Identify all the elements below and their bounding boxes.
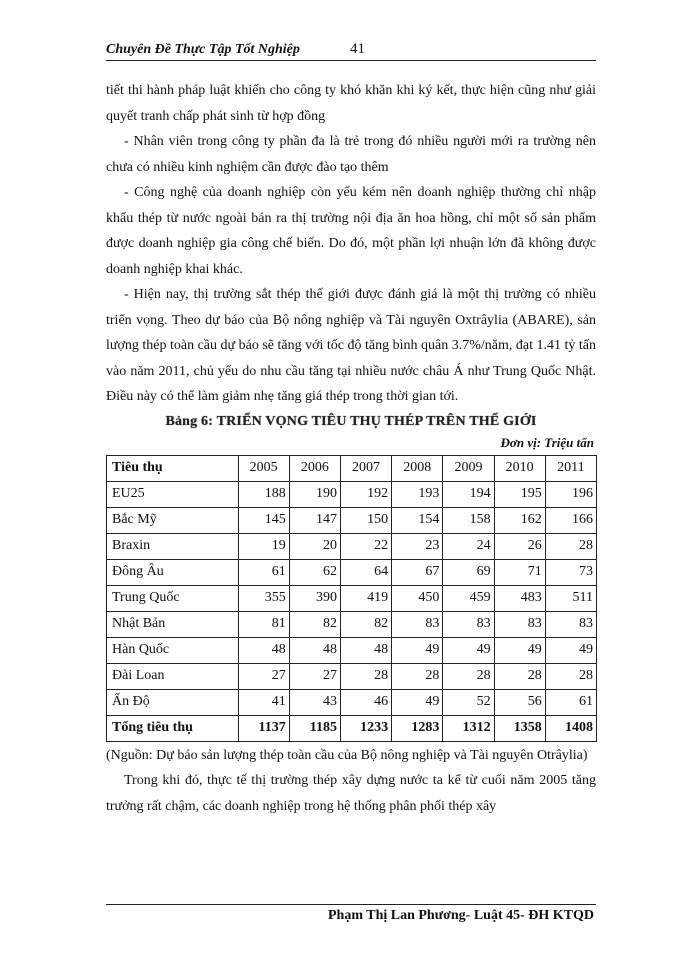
table-cell: 20	[289, 533, 340, 559]
table-cell: 1185	[289, 715, 340, 741]
row-label: Ấn Độ	[107, 689, 239, 715]
table-cell: 459	[443, 585, 494, 611]
table-cell: 67	[392, 559, 443, 585]
row-label: Bắc Mỹ	[107, 507, 239, 533]
table-cell: 511	[545, 585, 596, 611]
table-row	[107, 637, 597, 663]
table-cell: 24	[443, 533, 494, 559]
header-label: Tiêu thụ	[107, 455, 239, 481]
table-cell: 41	[238, 689, 289, 715]
table-cell: 22	[340, 533, 391, 559]
year-header: 2010	[494, 455, 545, 481]
table-cell: 48	[289, 637, 340, 663]
table-cell: 56	[494, 689, 545, 715]
table-row	[107, 507, 597, 533]
table-cell: 28	[545, 663, 596, 689]
year-header: 2007	[340, 455, 391, 481]
paragraph-technology: - Công nghệ của doanh nghiệp còn yếu kém nên doanh nghiệp thường chỉ nhập khẩu thép từ nước ngoài bán ra thị trường nội địa ăn hoa hồng, chỉ một số sản phẩm được doanh nghiệp gia công chế biến. Do đó, một phần lợi nhuận lớn đã không được doanh nghiệp khai khác.	[106, 185, 596, 277]
table-cell: 154	[392, 507, 443, 533]
table-cell: 83	[494, 611, 545, 637]
table-cell: 1312	[443, 715, 494, 741]
table-cell: 1283	[392, 715, 443, 741]
table-cell: 43	[289, 689, 340, 715]
table-cell: 162	[494, 507, 545, 533]
table-cell: 49	[545, 637, 596, 663]
table-cell: 46	[340, 689, 391, 715]
paragraph-closing: Trong khi đó, thực tế thị trường thép xây dựng nước ta kể từ cuối năm 2005 tăng trưởng rất chậm, các doanh nghiệp trong hệ thống phân phối thép xây	[106, 773, 596, 814]
table-cell: 23	[392, 533, 443, 559]
table-row	[107, 533, 597, 559]
table-cell: 27	[238, 663, 289, 689]
table-cell: 71	[494, 559, 545, 585]
author-signature: Phạm Thị Lan Phương- Luật 45- ĐH KTQD	[328, 908, 594, 923]
table-cell: 26	[494, 533, 545, 559]
table-cell: 49	[392, 637, 443, 663]
table-cell: 192	[340, 481, 391, 507]
paragraph-market-outlook: - Hiện nay, thị trường sắt thép thế giới được đánh giá là một thị trường có nhiều triển vọng. Theo dự báo của Bộ nông nghiệp và Tài nguyên Oxtrâylia (ABARE), sản lượng thép toàn cầu dự báo sẽ tăng với tốc độ tăng bình quân 3.7%/năm, đạt 1.41 tỷ tấn vào năm 2011, chủ yếu do nhu cầu tăng tại nhiều nước châu Á như Trung Quốc Nhật. Điều này có thể làm giảm nhẹ tăng giá thép trong thời gian tới.	[106, 287, 596, 404]
table-cell: 61	[238, 559, 289, 585]
table-cell: 166	[545, 507, 596, 533]
year-header: 2006	[289, 455, 340, 481]
table-cell: 193	[392, 481, 443, 507]
table-cell: 48	[340, 637, 391, 663]
table-cell: 49	[392, 689, 443, 715]
document-title: Chuyên Đề Thực Tập Tốt Nghiệp	[106, 42, 300, 57]
row-label: EU25	[107, 481, 239, 507]
table-cell: 48	[238, 637, 289, 663]
table-row	[107, 559, 597, 585]
row-label: Hàn Quốc	[107, 637, 239, 663]
row-label: Nhật Bản	[107, 611, 239, 637]
table-cell: 195	[494, 481, 545, 507]
table-cell: 28	[494, 663, 545, 689]
table-cell: 83	[392, 611, 443, 637]
table-row	[107, 611, 597, 637]
page-footer	[106, 904, 596, 923]
table-cell: 1408	[545, 715, 596, 741]
table-cell: 49	[494, 637, 545, 663]
table-cell: 49	[443, 637, 494, 663]
table-cell: 145	[238, 507, 289, 533]
table-cell: 158	[443, 507, 494, 533]
table-cell: 28	[443, 663, 494, 689]
table-cell: 419	[340, 585, 391, 611]
table-cell: 82	[289, 611, 340, 637]
table-cell: 450	[392, 585, 443, 611]
table-cell: 1233	[340, 715, 391, 741]
table-cell: 62	[289, 559, 340, 585]
table-cell: 390	[289, 585, 340, 611]
row-label: Đông Âu	[107, 559, 239, 585]
table-cell: 355	[238, 585, 289, 611]
table-cell: 73	[545, 559, 596, 585]
table-cell: 190	[289, 481, 340, 507]
table-title: Bảng 6: TRIỂN VỌNG TIÊU THỤ THÉP TRÊN THẾ GIỚI	[165, 413, 537, 429]
paragraph-continuation: tiết thi hành pháp luật khiến cho công ty khó khăn khi ký kết, thực hiện cũng như giải quyết tranh chấp phát sinh từ hợp đồng	[106, 83, 596, 124]
steel-consumption-table	[106, 455, 597, 742]
table-cell: 194	[443, 481, 494, 507]
table-header-row	[107, 455, 597, 481]
table-cell: 81	[238, 611, 289, 637]
page-number: 41	[350, 41, 365, 57]
row-label: Tổng tiêu thụ	[107, 715, 239, 741]
table-cell: 19	[238, 533, 289, 559]
table-cell: 64	[340, 559, 391, 585]
year-header: 2011	[545, 455, 596, 481]
page-content	[106, 78, 596, 819]
table-cell: 1137	[238, 715, 289, 741]
paragraph-staff: - Nhân viên trong công ty phần đa là trẻ trong đó nhiều người mới ra trường nên chưa có nhiều kinh nghiệm cần được đào tạo thêm	[106, 134, 596, 175]
table-cell: 196	[545, 481, 596, 507]
year-header: 2005	[238, 455, 289, 481]
table-total-row	[107, 715, 597, 741]
table-unit: Đơn vị: Triệu tấn	[500, 434, 594, 450]
row-label: Braxin	[107, 533, 239, 559]
table-cell: 83	[443, 611, 494, 637]
table-cell: 28	[545, 533, 596, 559]
table-cell: 28	[392, 663, 443, 689]
table-cell: 83	[545, 611, 596, 637]
table-cell: 69	[443, 559, 494, 585]
year-header: 2009	[443, 455, 494, 481]
table-cell: 52	[443, 689, 494, 715]
table-source: (Nguồn: Dự báo sản lượng thép toàn cầu của Bộ nông nghiệp và Tài nguyên Otrâylia)	[106, 747, 588, 763]
year-header: 2008	[392, 455, 443, 481]
page-header	[106, 40, 596, 61]
table-cell: 150	[340, 507, 391, 533]
table-row	[107, 481, 597, 507]
table-cell: 27	[289, 663, 340, 689]
table-row	[107, 585, 597, 611]
table-cell: 483	[494, 585, 545, 611]
row-label: Đài Loan	[107, 663, 239, 689]
table-cell: 82	[340, 611, 391, 637]
table-cell: 1358	[494, 715, 545, 741]
table-cell: 61	[545, 689, 596, 715]
table-cell: 188	[238, 481, 289, 507]
table-cell: 28	[340, 663, 391, 689]
row-label: Trung Quốc	[107, 585, 239, 611]
table-cell: 147	[289, 507, 340, 533]
table-row	[107, 663, 597, 689]
table-row	[107, 689, 597, 715]
